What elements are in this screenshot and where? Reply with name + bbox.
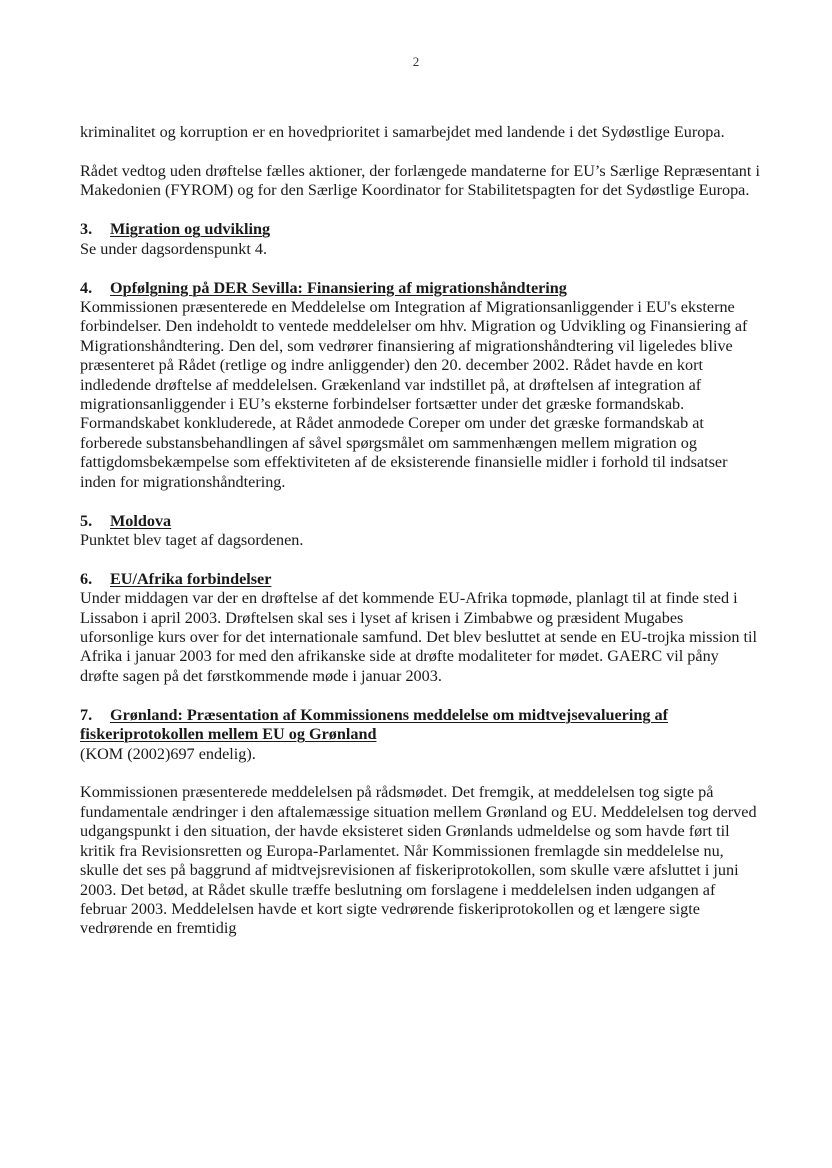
document-body	[80, 123, 760, 939]
section-body: Under middagen var der en drøftelse af det kommende EU-Afrika topmøde, planlagt til at finde sted i Lissabon i april 2003. Drøftelsen skal ses i lyset af krisen i Zimbabwe og præsident Mugabes uforsonlige kurs over for det internationale samfund. Det blev besluttet at sende en EU-trojka mission til Afrika i januar 2003 for med den afrikanske side at drøfte modaliteter for mødet. GAERC vil påny drøfte sagen på det førstkommende møde i januar 2003.	[80, 589, 758, 685]
section-heading	[80, 279, 760, 298]
section-title: Grønland: Præsentation af Kommissionens meddelelse om midtvejsevaluering af fiskeriprotokollen mellem EU og Grønland	[80, 705, 668, 744]
intro-paragraph: kriminalitet og korruption er en hovedprioritet i samarbejdet med landende i det Sydøstlige Europa.	[80, 123, 725, 141]
section-body: Se under dagsordenspunkt 4.	[80, 239, 268, 258]
section-heading	[80, 220, 760, 239]
section-heading	[80, 706, 760, 745]
section-title: Migration og udvikling	[110, 220, 271, 239]
section-body: Kommissionen præsenterede en Meddelelse om Integration af Migrationsanliggender i EU's eksterne forbindelser. Den indeholdt to ventede meddelelser om hhv. Migration og Udvikling og Finansiering af Migrationshåndtering. Den del, som vedrører finansiering af migrationshåndtering vil ligeledes blive præsenteret på Rådet (retlige og indre anliggender) den 20. december 2002. Rådet havde en kort indledende drøftelse af meddelelsen. Grækenland var indstillet på, at drøftelsen af integration af migrationsanliggender i EU’s eksterne forbindelser fortsætter under det græske formandskab. Formandskabet konkluderede, at Rådet anmodede Coreper om under det græske formandskab at forberede substansbehandlingen af såvel spørgsmålet om sammenhængen mellem migration og fattigdomsbekæmpelse som effektiviteten af de eksisterende finansielle midler i forhold til indsatser inden for migrationshåndtering.	[80, 297, 748, 491]
section-number: 4.	[80, 278, 93, 297]
section-heading	[80, 570, 760, 589]
section-number: 7.	[80, 705, 93, 724]
section-6	[80, 570, 760, 686]
section-number: 3.	[80, 220, 93, 239]
section-body: Punktet blev taget af dagsordenen.	[80, 530, 304, 549]
section-title: Moldova	[110, 511, 172, 530]
section-3	[80, 220, 760, 259]
section-5	[80, 512, 760, 551]
section-7	[80, 706, 760, 939]
section-subline: (KOM (2002)697 endelig).	[80, 744, 256, 763]
section-title: EU/Afrika forbindelser	[110, 569, 272, 588]
section-heading	[80, 512, 760, 531]
section-4	[80, 279, 760, 492]
section-number: 5.	[80, 511, 93, 530]
page-number: 2	[412, 54, 420, 69]
section-number: 6.	[80, 569, 93, 588]
section-body: Kommissionen præsenterede meddelelsen på rådsmødet. Det fremgik, at meddelelsen tog sigte på fundamentale ændringer i den aftalemæssige situation mellem Grønland og EU. Meddelelsen tog derved udgangspunkt i den situation, der havde eksisteret siden Grønlands udmeldelse og som havde ført til kritik fra Revisionsretten og Europa-Parlamentet. Når Kommissionen fremlagde sin meddelelse nu, skulle det ses på baggrund af midtvejsrevisionen af fiskeriprotokollen, som skulle være afsluttet i juni 2003. Det betød, at Rådet skulle træffe beslutning om forslagene i meddelelsen inden udgangen af februar 2003. Meddelelsen havde et kort sigte vedrørende fiskeriprotokollen og et længere sigte vedrørende en fremtidig	[80, 783, 757, 938]
intro-paragraph: Rådet vedtog uden drøftelse fælles aktioner, der forlængede mandaterne for EU’s Særlige Repræsentant i Makedonien (FYROM) og for den Særlige Koordinator for Stabilitetspagten for det Sydøstlige Europa.	[80, 161, 760, 200]
section-title: Opfølgning på DER Sevilla: Finansiering af migrationshåndtering	[110, 278, 567, 297]
